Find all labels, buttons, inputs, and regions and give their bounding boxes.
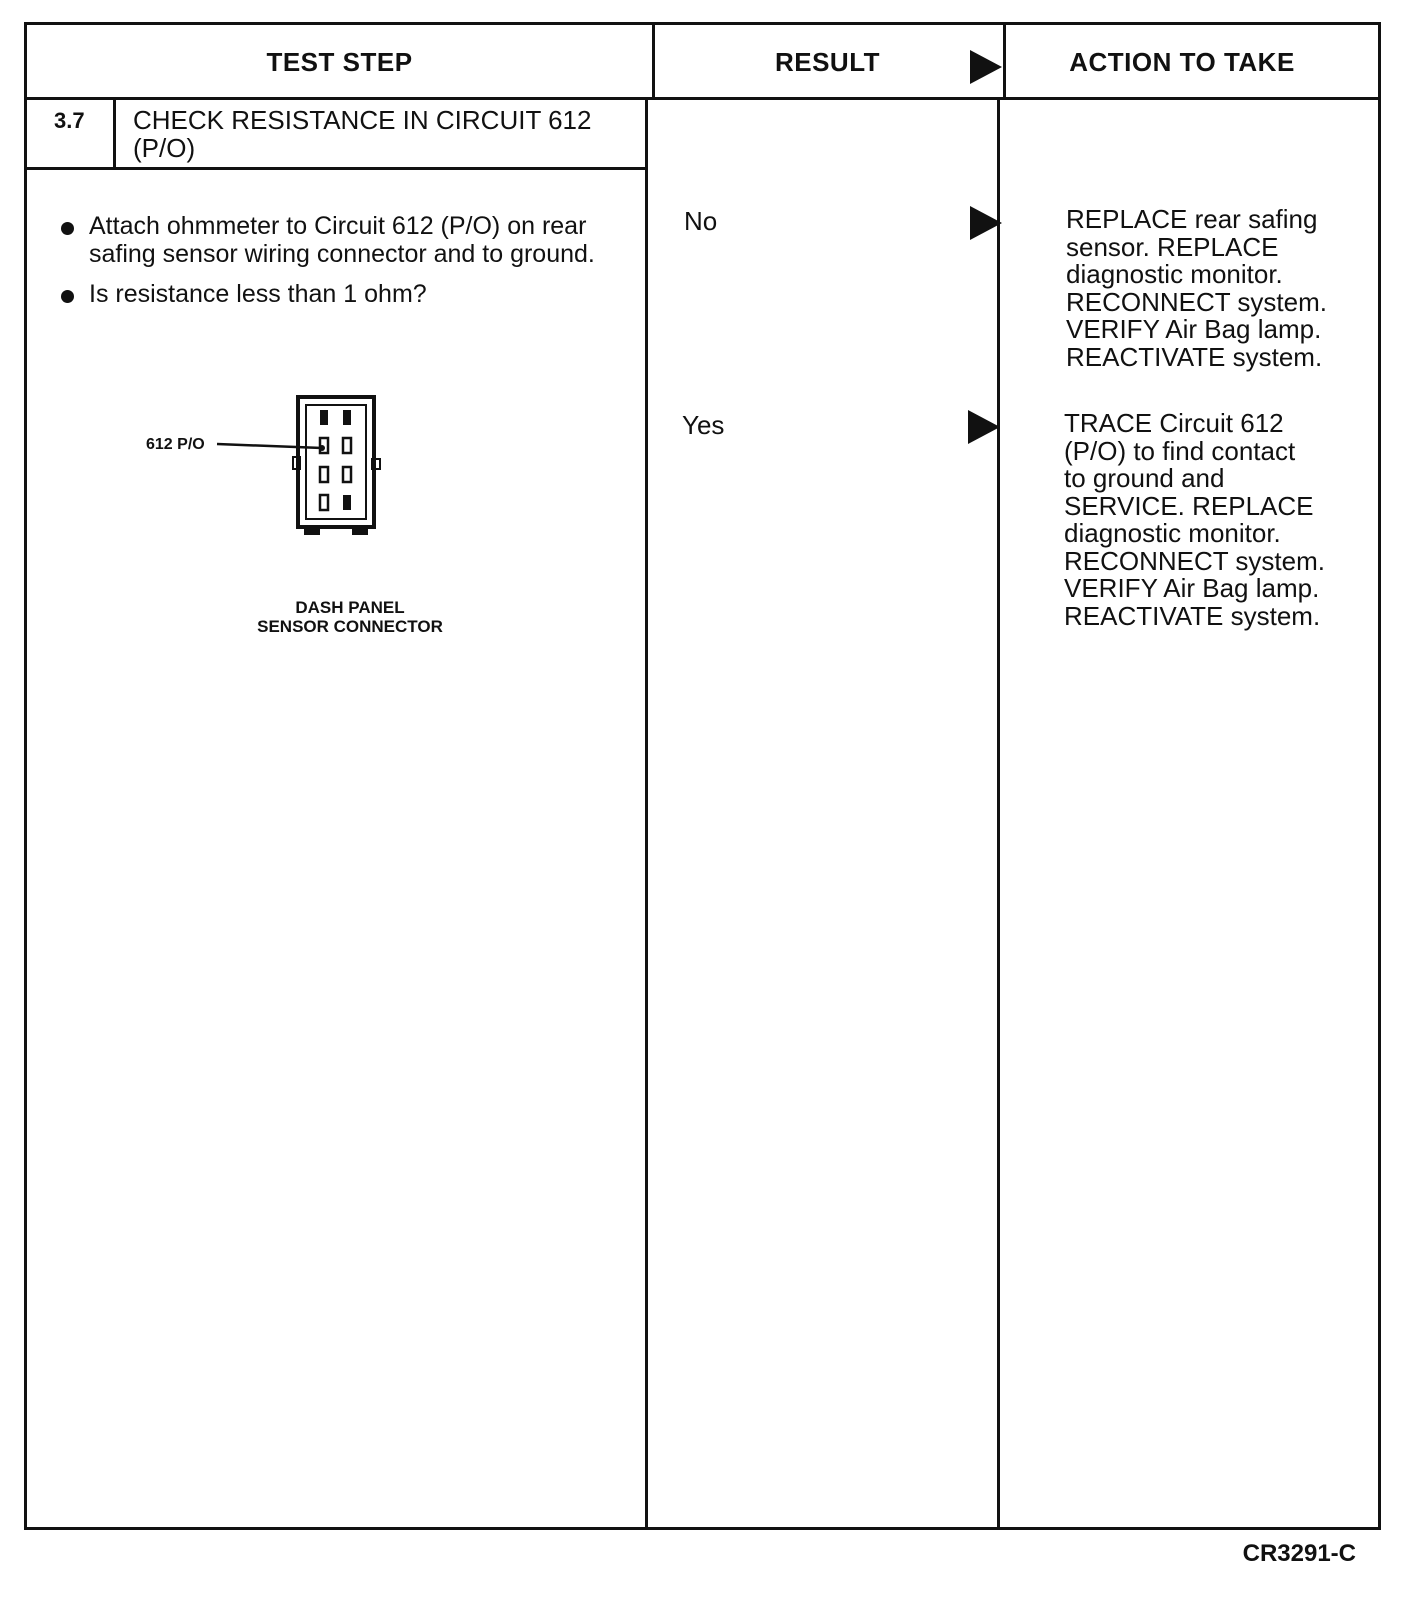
instruction-text: Attach ohmmeter to Circuit 612 (P/O) on rear safing sensor wiring connector and to ground. (89, 212, 595, 268)
header-test-step: TEST STEP (266, 46, 413, 77)
action-yes: TRACE Circuit 612 (P/O) to find contact to ground and SERVICE. REPLACE diagnostic monitor. RECONNECT system. VERIFY Air Bag lamp. REACTIVATE system. (1064, 408, 1325, 631)
result-yes: Yes (682, 410, 725, 440)
result-no: No (684, 206, 718, 236)
instruction-text: Is resistance less than 1 ohm? (89, 280, 427, 308)
column-divider-2-lower (997, 99, 1000, 1530)
header-arrow-icon (970, 50, 1002, 84)
instruction-item (56, 280, 656, 308)
figure-code: CR3291-C (1242, 1540, 1356, 1567)
figure-caption-line2: SENSOR CONNECTOR (257, 617, 443, 636)
figure-caption-line1: DASH PANEL (295, 598, 405, 617)
figure-caption (200, 598, 500, 636)
result-no-arrow-icon (970, 206, 1002, 240)
header-result: RESULT (774, 46, 881, 77)
pin-label: 612 P/O (146, 436, 205, 453)
step-number: 3.7 (54, 108, 85, 133)
step-number-divider (113, 99, 116, 168)
header-action: ACTION TO TAKE (1069, 46, 1295, 77)
instruction-item (56, 212, 656, 268)
bullet-icon (61, 222, 74, 235)
action-no: REPLACE rear safing sensor. REPLACE diagnostic monitor. RECONNECT system. VERIFY Air Bag lamp. REACTIVATE system. (1066, 204, 1327, 372)
result-yes-arrow-icon (968, 410, 1000, 444)
connector-body-icon (293, 397, 380, 535)
step-title: CHECK RESISTANCE IN CIRCUIT 612 (P/O) (133, 105, 592, 163)
instruction-list (56, 212, 656, 320)
step-title-rule (24, 167, 648, 170)
bullet-icon (61, 290, 74, 303)
